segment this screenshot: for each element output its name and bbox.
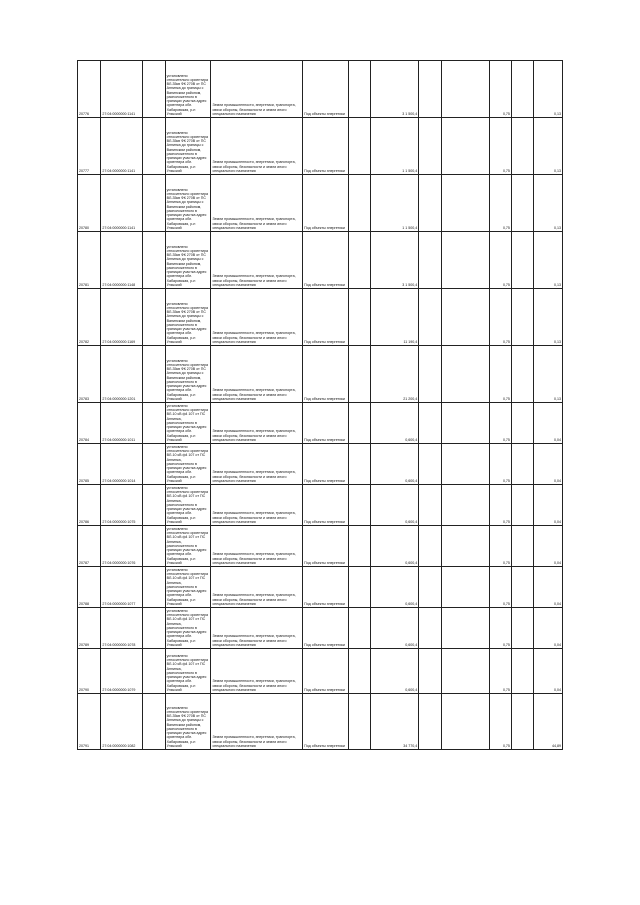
cost-value: 0,13 bbox=[534, 346, 563, 403]
table-row bbox=[78, 403, 563, 444]
land-category: Земли промышленности, энергетики, транспорта, связи обороны, безопасности и земли иного специального назначения bbox=[211, 649, 303, 694]
empty-cell bbox=[441, 175, 489, 232]
permitted-use: Под объекты энергетики bbox=[303, 118, 349, 175]
cadastral-number: 27:04:0000000:1011 bbox=[101, 403, 143, 444]
empty-cell bbox=[143, 403, 165, 444]
cost-value: 0,04 bbox=[534, 403, 563, 444]
location-description: установлено относительно ориентира ВЛ-10 кВ ф4 107 от ПС Аннинка, расположенного в границах участка адрес ориентира обл. Хабаровская, р-н Ульчский bbox=[165, 608, 211, 649]
empty-cell bbox=[348, 444, 370, 485]
row-number: 20777 bbox=[78, 118, 101, 175]
empty-cell bbox=[441, 289, 489, 346]
area-value: 34 770,4 bbox=[371, 694, 419, 750]
empty-cell bbox=[419, 289, 441, 346]
location-description: установлено относительно ориентира ВЛ-35кв ФК 270В от ПС Аннинка до границы с Ванинским районом, расположенного в границах участка адрес ориентира обл. Хабаровская, р-н Ульчский bbox=[165, 346, 211, 403]
empty-cell bbox=[511, 485, 533, 526]
area-value: 0,600,4 bbox=[371, 444, 419, 485]
cost-value: 0,04 bbox=[534, 485, 563, 526]
share-value: 0,75 bbox=[489, 649, 511, 694]
permitted-use: Под объекты энергетики bbox=[303, 232, 349, 289]
permitted-use: Под объекты энергетики bbox=[303, 526, 349, 567]
empty-cell bbox=[419, 346, 441, 403]
empty-cell bbox=[419, 608, 441, 649]
land-category: Земли промышленности, энергетики, транспорта, связи обороны, безопасности и земли иного специального назначения bbox=[211, 608, 303, 649]
permitted-use: Под объекты энергетики bbox=[303, 289, 349, 346]
table-row bbox=[78, 567, 563, 608]
cost-value: 44,89 bbox=[534, 694, 563, 750]
share-value: 0,75 bbox=[489, 346, 511, 403]
cadastral-number: 27:04:0000000:1201 bbox=[101, 346, 143, 403]
cadastral-number: 27:04:0000000:1169 bbox=[101, 289, 143, 346]
empty-cell bbox=[143, 175, 165, 232]
cost-value: 0,04 bbox=[534, 444, 563, 485]
land-category: Земли промышленности, энергетики, транспорта, связи обороны, безопасности и земли иного специального назначения bbox=[211, 526, 303, 567]
land-category: Земли промышленности, энергетики, транспорта, связи обороны, безопасности и земли иного специального назначения bbox=[211, 485, 303, 526]
cadastral-number: 27:04:0000000:1077 bbox=[101, 567, 143, 608]
permitted-use: Под объекты энергетики bbox=[303, 61, 349, 118]
permitted-use: Под объекты энергетики bbox=[303, 694, 349, 750]
row-number: 20782 bbox=[78, 289, 101, 346]
area-value: 1 1 500,4 bbox=[371, 175, 419, 232]
location-description: установлено относительно ориентира ВЛ-35кв ФК 270В от ПС Аннинка до границы с Ванинским районом, расположенного в границах участка адрес ориентира обл. Хабаровская, р-н Ульчский bbox=[165, 289, 211, 346]
empty-cell bbox=[441, 403, 489, 444]
table-row bbox=[78, 649, 563, 694]
table-row bbox=[78, 232, 563, 289]
area-value: 11 190,4 bbox=[371, 289, 419, 346]
empty-cell bbox=[441, 485, 489, 526]
empty-cell bbox=[419, 649, 441, 694]
cost-value: 0,13 bbox=[534, 289, 563, 346]
area-value: 3 1 500,4 bbox=[371, 232, 419, 289]
empty-cell bbox=[511, 289, 533, 346]
table-row bbox=[78, 118, 563, 175]
empty-cell bbox=[419, 444, 441, 485]
empty-cell bbox=[143, 526, 165, 567]
empty-cell bbox=[419, 403, 441, 444]
location-description: установлено относительно ориентира ВЛ-35кв ФК 270В от ПС Аннинка до границы с Ванинским районом, расположенного в границах участка адрес ориентира обл. Хабаровская, р-н Ульчский bbox=[165, 175, 211, 232]
land-category: Земли промышленности, энергетики, транспорта, связи обороны, безопасности и земли иного специального назначения bbox=[211, 118, 303, 175]
empty-cell bbox=[511, 608, 533, 649]
empty-cell bbox=[511, 444, 533, 485]
cost-value: 0,13 bbox=[534, 118, 563, 175]
cost-value: 0,04 bbox=[534, 649, 563, 694]
empty-cell bbox=[419, 567, 441, 608]
land-category: Земли промышленности, энергетики, транспорта, связи обороны, безопасности и земли иного специального назначения bbox=[211, 444, 303, 485]
row-number: 20776 bbox=[78, 61, 101, 118]
empty-cell bbox=[143, 346, 165, 403]
area-value: 0,600,4 bbox=[371, 608, 419, 649]
empty-cell bbox=[511, 526, 533, 567]
cost-value: 0,13 bbox=[534, 61, 563, 118]
location-description: установлено относительно ориентира ВЛ-35кв ФК 270В от ПС Аннинка до границы с Ванинским районом, расположенного в границах участка адрес ориентира обл. Хабаровская, р-н Ульчский bbox=[165, 61, 211, 118]
table-row bbox=[78, 485, 563, 526]
permitted-use: Под объекты энергетики bbox=[303, 649, 349, 694]
cadastral-number: 27:04:0000000:1075 bbox=[101, 485, 143, 526]
empty-cell bbox=[441, 118, 489, 175]
cost-value: 0,13 bbox=[534, 175, 563, 232]
row-number: 20788 bbox=[78, 567, 101, 608]
share-value: 0,75 bbox=[489, 608, 511, 649]
table-row bbox=[78, 608, 563, 649]
row-number: 20783 bbox=[78, 346, 101, 403]
share-value: 0,75 bbox=[489, 118, 511, 175]
cost-value: 0,04 bbox=[534, 608, 563, 649]
empty-cell bbox=[441, 608, 489, 649]
empty-cell bbox=[441, 567, 489, 608]
land-category: Земли промышленности, энергетики, транспорта, связи обороны, безопасности и земли иного специального назначения bbox=[211, 61, 303, 118]
cadastral-number: 27:04:0000000:1082 bbox=[101, 694, 143, 750]
empty-cell bbox=[348, 608, 370, 649]
cost-value: 0,04 bbox=[534, 526, 563, 567]
empty-cell bbox=[441, 694, 489, 750]
empty-cell bbox=[511, 649, 533, 694]
empty-cell bbox=[419, 232, 441, 289]
share-value: 0,75 bbox=[489, 61, 511, 118]
empty-cell bbox=[143, 608, 165, 649]
empty-cell bbox=[441, 526, 489, 567]
land-category: Земли промышленности, энергетики, транспорта, связи обороны, безопасности и земли иного специального назначения bbox=[211, 289, 303, 346]
share-value: 0,75 bbox=[489, 526, 511, 567]
empty-cell bbox=[348, 485, 370, 526]
empty-cell bbox=[143, 289, 165, 346]
empty-cell bbox=[348, 175, 370, 232]
location-description: установлено относительно ориентира ВЛ-35кв ФК 270В от ПС Аннинка до границы с Ванинским районом, расположенного в границах участка адрес ориентира обл. Хабаровская, р-н Ульчский bbox=[165, 232, 211, 289]
empty-cell bbox=[419, 694, 441, 750]
row-number: 20785 bbox=[78, 444, 101, 485]
area-value: 21 200,4 bbox=[371, 346, 419, 403]
empty-cell bbox=[348, 649, 370, 694]
empty-cell bbox=[143, 61, 165, 118]
empty-cell bbox=[143, 694, 165, 750]
cost-value: 0,13 bbox=[534, 232, 563, 289]
location-description: установлено относительно ориентира ВЛ-10 кВ ф4 107 от ПС Аннинка, расположенного в границах участка адрес ориентира обл. Хабаровская, р-н Ульчский bbox=[165, 485, 211, 526]
permitted-use: Под объекты энергетики bbox=[303, 567, 349, 608]
share-value: 0,75 bbox=[489, 175, 511, 232]
location-description: установлено относительно ориентира ВЛ-10 кВ ф4 107 от ПС Аннинка, расположенного в границах участка адрес ориентира обл. Хабаровская, р-н Ульчский bbox=[165, 403, 211, 444]
cadastral-number: 27:04:0000000:1141 bbox=[101, 175, 143, 232]
location-description: установлено относительно ориентира ВЛ-10 кВ ф4 107 от ПС Аннинка, расположенного в границах участка адрес ориентира обл. Хабаровская, р-н Ульчский bbox=[165, 444, 211, 485]
permitted-use: Под объекты энергетики bbox=[303, 175, 349, 232]
permitted-use: Под объекты энергетики bbox=[303, 346, 349, 403]
table-row bbox=[78, 346, 563, 403]
cadastral-number: 27:04:0000000:1078 bbox=[101, 608, 143, 649]
empty-cell bbox=[348, 567, 370, 608]
empty-cell bbox=[511, 118, 533, 175]
permitted-use: Под объекты энергетики bbox=[303, 608, 349, 649]
table-row bbox=[78, 289, 563, 346]
area-value: 1 1 500,4 bbox=[371, 118, 419, 175]
row-number: 20781 bbox=[78, 232, 101, 289]
permitted-use: Под объекты энергетики bbox=[303, 444, 349, 485]
empty-cell bbox=[143, 444, 165, 485]
empty-cell bbox=[511, 567, 533, 608]
empty-cell bbox=[419, 526, 441, 567]
empty-cell bbox=[348, 61, 370, 118]
empty-cell bbox=[348, 232, 370, 289]
location-description: установлено относительно ориентира ВЛ-35кв ФК 270В от ПС Аннинка до границы с Ванинским районом, расположенного в границах участка адрес ориентира обл. Хабаровская, р-н Ульчский bbox=[165, 118, 211, 175]
empty-cell bbox=[143, 567, 165, 608]
permitted-use: Под объекты энергетики bbox=[303, 403, 349, 444]
empty-cell bbox=[441, 61, 489, 118]
share-value: 0,75 bbox=[489, 567, 511, 608]
empty-cell bbox=[511, 175, 533, 232]
land-plot-table bbox=[77, 60, 563, 750]
cadastral-number: 27:04:0000000:1079 bbox=[101, 649, 143, 694]
area-value: 0,600,4 bbox=[371, 485, 419, 526]
row-number: 20791 bbox=[78, 694, 101, 750]
table-row bbox=[78, 444, 563, 485]
share-value: 0,75 bbox=[489, 232, 511, 289]
empty-cell bbox=[441, 444, 489, 485]
row-number: 20786 bbox=[78, 485, 101, 526]
empty-cell bbox=[441, 346, 489, 403]
empty-cell bbox=[348, 289, 370, 346]
area-value: 0,600,4 bbox=[371, 567, 419, 608]
share-value: 0,75 bbox=[489, 403, 511, 444]
table-body bbox=[78, 61, 563, 750]
empty-cell bbox=[348, 694, 370, 750]
share-value: 0,75 bbox=[489, 289, 511, 346]
table-row bbox=[78, 526, 563, 567]
cadastral-number: 27:04:0000000:1141 bbox=[101, 61, 143, 118]
empty-cell bbox=[143, 485, 165, 526]
cadastral-number: 27:04:0000000:1076 bbox=[101, 526, 143, 567]
area-value: 0,600,4 bbox=[371, 649, 419, 694]
location-description: установлено относительно ориентира ВЛ-10 кВ ф4 107 от ПС Аннинка, расположенного в границах участка адрес ориентира обл. Хабаровская, р-н Ульчский bbox=[165, 649, 211, 694]
empty-cell bbox=[143, 232, 165, 289]
empty-cell bbox=[348, 526, 370, 567]
cadastral-number: 27:04:0000000:1014 bbox=[101, 444, 143, 485]
row-number: 20787 bbox=[78, 526, 101, 567]
land-category: Земли промышленности, энергетики, транспорта, связи обороны, безопасности и земли иного специального назначения bbox=[211, 403, 303, 444]
empty-cell bbox=[348, 118, 370, 175]
land-category: Земли промышленности, энергетики, транспорта, связи обороны, безопасности и земли иного специального назначения bbox=[211, 346, 303, 403]
cadastral-number: 27:04:0000000:1148 bbox=[101, 232, 143, 289]
empty-cell bbox=[419, 175, 441, 232]
area-value: 0,600,4 bbox=[371, 403, 419, 444]
table-row bbox=[78, 694, 563, 750]
cost-value: 0,04 bbox=[534, 567, 563, 608]
row-number: 20784 bbox=[78, 403, 101, 444]
share-value: 0,75 bbox=[489, 444, 511, 485]
row-number: 20789 bbox=[78, 608, 101, 649]
land-category: Земли промышленности, энергетики, транспорта, связи обороны, безопасности и земли иного специального назначения bbox=[211, 175, 303, 232]
empty-cell bbox=[511, 232, 533, 289]
empty-cell bbox=[348, 346, 370, 403]
row-number: 20780 bbox=[78, 175, 101, 232]
area-value: 3 1 500,4 bbox=[371, 61, 419, 118]
empty-cell bbox=[441, 649, 489, 694]
empty-cell bbox=[511, 694, 533, 750]
permitted-use: Под объекты энергетики bbox=[303, 485, 349, 526]
empty-cell bbox=[511, 346, 533, 403]
empty-cell bbox=[419, 485, 441, 526]
share-value: 0,75 bbox=[489, 694, 511, 750]
cadastral-number: 27:04:0000000:1141 bbox=[101, 118, 143, 175]
location-description: установлено относительно ориентира ВЛ-35кв ФК 270В от ПС Аннинка до границы с Ванинским районом, расположенного в границах участка адрес ориентира обл. Хабаровская, р-н Ульчский bbox=[165, 694, 211, 750]
location-description: установлено относительно ориентира ВЛ-10 кВ ф4 107 от ПС Аннинка, расположенного в границах участка адрес ориентира обл. Хабаровская, р-н Ульчский bbox=[165, 567, 211, 608]
land-category: Земли промышленности, энергетики, транспорта, связи обороны, безопасности и земли иного специального назначения bbox=[211, 232, 303, 289]
land-category: Земли промышленности, энергетики, транспорта, связи обороны, безопасности и земли иного специального назначения bbox=[211, 694, 303, 750]
empty-cell bbox=[143, 118, 165, 175]
share-value: 0,75 bbox=[489, 485, 511, 526]
empty-cell bbox=[419, 61, 441, 118]
empty-cell bbox=[511, 61, 533, 118]
empty-cell bbox=[348, 403, 370, 444]
land-category: Земли промышленности, энергетики, транспорта, связи обороны, безопасности и земли иного специального назначения bbox=[211, 567, 303, 608]
empty-cell bbox=[511, 403, 533, 444]
empty-cell bbox=[143, 649, 165, 694]
table-row bbox=[78, 61, 563, 118]
empty-cell bbox=[441, 232, 489, 289]
table-row bbox=[78, 175, 563, 232]
location-description: установлено относительно ориентира ВЛ-10 кВ ф4 107 от ПС Аннинка, расположенного в границах участка адрес ориентира обл. Хабаровская, р-н Ульчский bbox=[165, 526, 211, 567]
empty-cell bbox=[419, 118, 441, 175]
area-value: 0,600,4 bbox=[371, 526, 419, 567]
row-number: 20790 bbox=[78, 649, 101, 694]
